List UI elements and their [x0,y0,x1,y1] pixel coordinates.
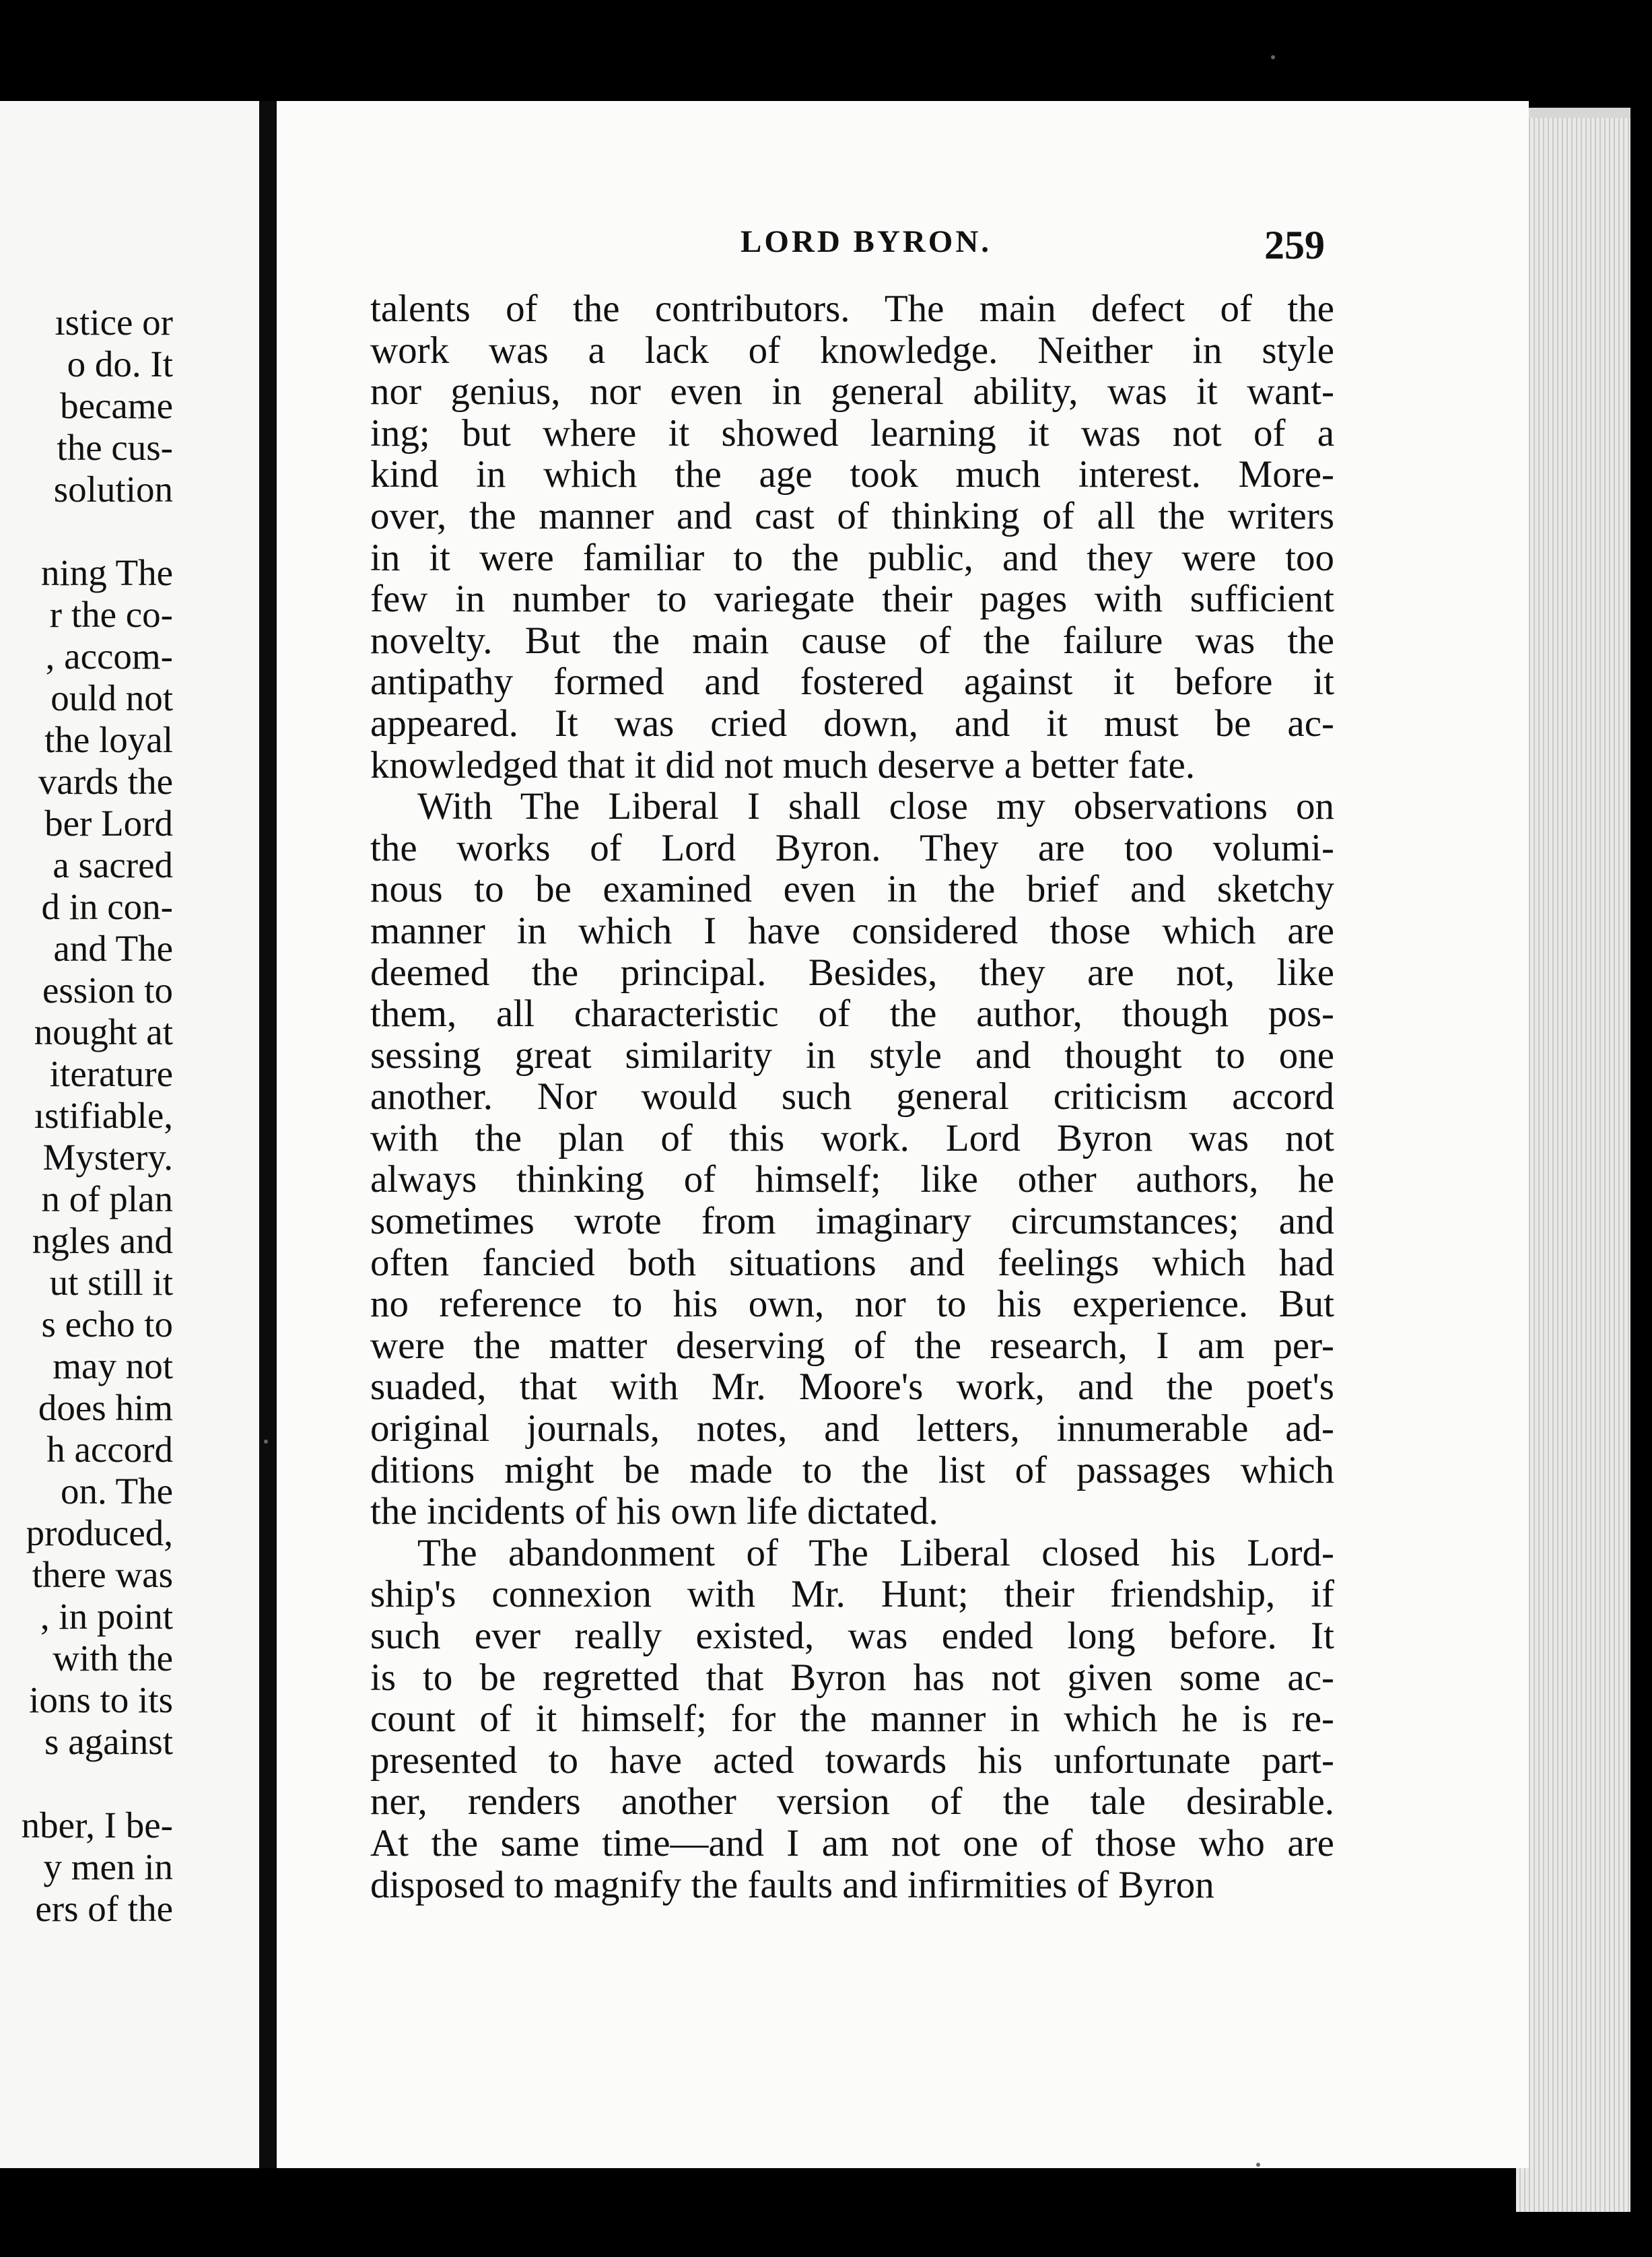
left-page-line: ession to [42,970,173,1011]
left-page [0,101,259,2168]
left-page-line: ber Lord [44,803,173,844]
left-page-line: the loyal [44,719,173,760]
left-page-line: does him [38,1387,173,1428]
left-page-line: the cus- [57,427,173,468]
text-line: the works of Lord Byron. They are too volumi- [370,826,1334,869]
text-line: The abandonment of The Liberal closed his Lord- [417,1531,1334,1574]
speck-mark [1271,55,1275,59]
left-page-line: , in point [40,1596,173,1637]
left-page-line: ıstice or [55,302,173,343]
left-page-line [0,1763,173,1805]
left-page-line: a sacred [53,844,173,885]
running-head: LORD BYRON. [741,224,992,259]
left-page-line: ngles and [32,1220,173,1261]
text-line: ship's connexion with Mr. Hunt; their friendship, if [370,1573,1334,1616]
left-page-line: with the [53,1638,173,1679]
text-line: manner in which I have considered those which are [370,909,1334,952]
left-page-line: iterature [49,1053,173,1094]
left-page-line: ut still it [49,1262,173,1303]
text-line: kind in which the age took much interest. More- [370,453,1334,496]
book-gutter [259,101,277,2168]
left-page-line: on. The [60,1471,173,1512]
text-line: often fancied both situations and feelings which had [370,1241,1334,1284]
left-page-line: and The [53,928,173,969]
text-line: them, all characteristic of the author, though pos- [370,992,1334,1036]
text-line: deemed the principal. Besides, they are not, like [370,951,1334,994]
left-page-line: there was [32,1554,173,1595]
left-page-line: ould not [50,677,173,718]
left-page-line: nber, I be- [21,1805,173,1846]
text-line: antipathy formed and fostered against it before it [370,661,1334,704]
text-line: sometimes wrote from imaginary circumstances; and [370,1200,1334,1243]
body-text [370,288,1334,1906]
text-line: knowledged that it did not much deserve a better fate. [370,743,1196,786]
text-line: ditions might be made to the list of passages which [370,1448,1334,1491]
text-line: original journals, notes, and letters, innumerable ad- [370,1407,1334,1450]
left-page-line: d in con- [41,886,173,927]
text-line: suaded, that with Mr. Moore's work, and the poet's [370,1366,1334,1409]
left-page-line: ions to its [29,1679,173,1720]
left-page-line: n of plan [41,1178,173,1219]
text-line: were the matter deserving of the research, I am per- [370,1324,1334,1367]
left-page-line [0,510,173,552]
left-page-line: nought at [34,1011,173,1052]
text-line: nor genius, nor even in general ability, was it want- [370,370,1334,413]
text-line: always thinking of himself; like other authors, he [370,1158,1334,1201]
left-page-line: r the co- [49,594,173,635]
page-number: 259 [1264,223,1325,267]
text-line: in it were familiar to the public, and they were too [370,536,1334,579]
text-line: appeared. It was cried down, and it must be ac- [370,702,1334,745]
text-line: At the same time—and I am not one of those who are [370,1821,1334,1864]
text-line: nous to be examined even in the brief and sketchy [370,868,1334,911]
left-page-line: s echo to [41,1304,173,1345]
text-line: disposed to magnify the faults and infirmities of Byron [370,1863,1214,1906]
left-page-line: may not [53,1345,173,1386]
text-line: another. Nor would such general criticism accord [370,1075,1334,1118]
left-page-line: s against [44,1721,173,1762]
left-page-text [0,302,173,1930]
text-line: is to be regretted that Byron has not given some ac- [370,1656,1334,1699]
page-edges [1516,118,1630,2212]
text-line: talents of the contributors. The main defect of the [370,288,1334,330]
left-page-line: ers of the [35,1888,173,1929]
text-line: ner, renders another version of the tale desirable. [370,1780,1334,1823]
left-page-line: o do. It [67,343,173,384]
text-line: With The Liberal I shall close my observations on [417,785,1334,828]
left-page-line: vards the [38,761,173,802]
left-page-line: , accom- [45,636,173,677]
text-line: presented to have acted towards his unfortunate part- [370,1739,1334,1782]
text-line: novelty. But the main cause of the failure was the [370,619,1334,662]
speck-mark [1256,2163,1260,2167]
text-line: such ever really existed, was ended long before. It [370,1615,1334,1657]
left-page-line: y men in [43,1846,173,1887]
text-line: work was a lack of knowledge. Neither in style [370,329,1334,372]
text-line: over, the manner and cast of thinking of all the writers [370,494,1334,537]
speck-mark [264,1440,268,1444]
left-page-line: solution [53,469,173,510]
left-page-line: ning The [40,552,173,593]
left-page-line: Mystery. [42,1137,173,1178]
text-line: count of it himself; for the manner in which he is re- [370,1697,1334,1741]
text-line: no reference to his own, nor to his experience. But [370,1283,1334,1326]
text-line: few in number to variegate their pages with sufficient [370,578,1334,621]
left-page-line: h accord [46,1429,173,1470]
text-line: with the plan of this work. Lord Byron was not [370,1116,1334,1159]
text-line: ing; but where it showed learning it was not of a [370,411,1334,454]
text-line: sessing great similarity in style and thought to one [370,1034,1334,1077]
left-page-line: ıstifiable, [34,1095,173,1136]
text-line: the incidents of his own life dictated. [370,1490,938,1533]
left-page-line: produced, [26,1512,173,1553]
left-page-line: became [60,385,173,426]
